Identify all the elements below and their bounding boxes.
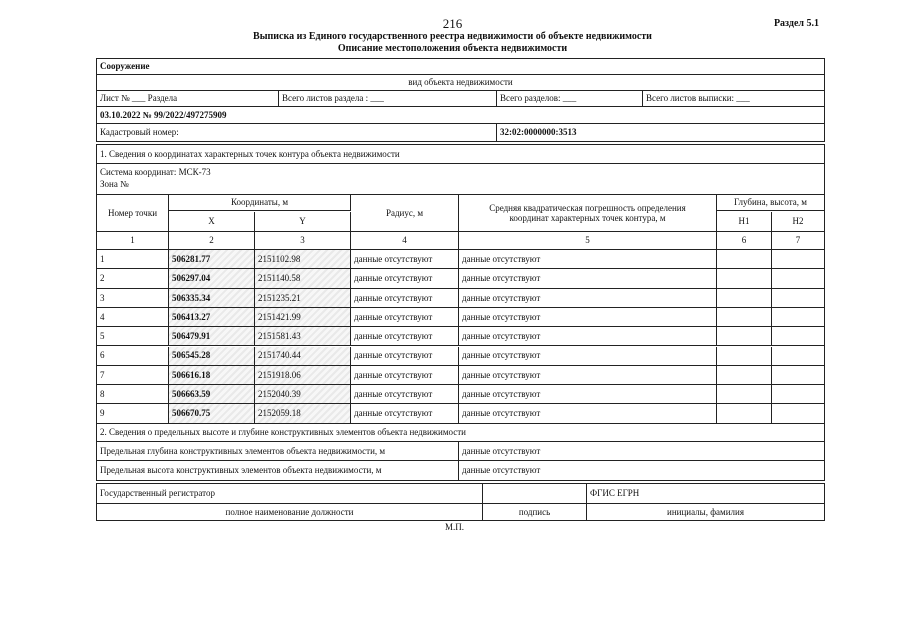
h2-value <box>772 289 824 307</box>
radius-value: данные отсутствуют <box>351 347 459 365</box>
limits-section-title: 2. Сведения о предельных высоте и глубине конструктивных элементов объекта недвижимости <box>100 427 466 438</box>
signature-block <box>96 483 825 521</box>
h1-value <box>717 327 772 345</box>
h2-value <box>772 385 824 403</box>
radius-value: данные отсутствуют <box>351 308 459 326</box>
object-info-block <box>96 58 825 142</box>
col-error-line2: координат характерных точек контура, м <box>509 213 666 223</box>
col-num-7: 7 <box>795 235 801 246</box>
h1-value <box>717 366 772 384</box>
zone-number: Зона № <box>100 179 129 189</box>
document-title: Выписка из Единого государственного реестра недвижимости об объекте недвижимости <box>253 31 652 42</box>
h1-value <box>717 404 772 422</box>
registrar-label: Государственный регистратор <box>97 484 483 503</box>
point-number: 7 <box>97 366 169 384</box>
col-h1: Н1 <box>717 212 772 231</box>
point-number: 5 <box>97 327 169 345</box>
object-type-caption: вид объекта недвижимости <box>408 77 513 88</box>
signature-space <box>483 484 587 503</box>
h2-value <box>772 404 824 422</box>
coord-x: 506413.27 <box>169 308 255 326</box>
extract-date-number: 03.10.2022 № 99/2022/497275909 <box>100 109 227 120</box>
point-number: 2 <box>97 269 169 287</box>
radius-value: данные отсутствуют <box>351 327 459 345</box>
sheets-in-section: Всего листов раздела : ___ <box>279 91 497 106</box>
object-type: Сооружение <box>100 61 150 72</box>
position-caption: полное наименование должности <box>97 504 483 521</box>
h2-value <box>772 327 824 345</box>
col-x: X <box>169 212 255 231</box>
radius-value: данные отсутствуют <box>351 269 459 287</box>
error-value: данные отсутствуют <box>459 308 717 326</box>
cadastral-number: 32:02:0000000:3513 <box>500 127 577 138</box>
table-row <box>97 250 824 269</box>
radius-value: данные отсутствуют <box>351 385 459 403</box>
h1-value <box>717 250 772 268</box>
coordinates-table-header <box>97 194 824 232</box>
error-value: данные отсутствуют <box>459 250 717 268</box>
error-value: данные отсутствуют <box>459 385 717 403</box>
coordinate-system: Система координат: МСК-73 <box>100 167 211 177</box>
coordinates-block <box>96 144 825 481</box>
radius-value: данные отсутствуют <box>351 366 459 384</box>
coord-x: 506545.28 <box>169 347 255 365</box>
error-value: данные отсутствуют <box>459 269 717 287</box>
col-num-6: 6 <box>717 232 772 249</box>
coord-y: 2151581.43 <box>255 327 351 345</box>
radius-value: данные отсутствуют <box>351 404 459 422</box>
coord-y: 2151740.44 <box>255 347 351 365</box>
total-sections: Всего разделов: ___ <box>497 91 643 106</box>
coord-y: 2151421.99 <box>255 308 351 326</box>
coord-y: 2152040.39 <box>255 385 351 403</box>
col-num-3: 3 <box>255 232 351 249</box>
section-label: Раздел 5.1 <box>773 18 819 29</box>
h2-value <box>772 347 824 365</box>
h1-value <box>717 289 772 307</box>
col-coordinates: Координаты, м <box>169 195 351 211</box>
coord-y: 2152059.18 <box>255 404 351 422</box>
h2-value <box>772 250 824 268</box>
coord-x: 506663.59 <box>169 385 255 403</box>
table-row <box>97 385 824 404</box>
col-radius: Радиус, м <box>351 195 459 231</box>
max-depth-value: данные отсутствуют <box>462 445 541 456</box>
col-num-1: 1 <box>97 232 169 249</box>
table-row <box>97 269 824 288</box>
h1-value <box>717 308 772 326</box>
sheet-number: Лист № ___ Раздела <box>97 91 279 106</box>
coord-y: 2151918.06 <box>255 366 351 384</box>
error-value: данные отсутствуют <box>459 347 717 365</box>
point-number: 8 <box>97 385 169 403</box>
coordinates-section-title: 1. Сведения о координатах характерных точек контура объекта недвижимости <box>100 148 400 159</box>
point-number: 6 <box>97 347 169 365</box>
h1-value <box>717 385 772 403</box>
column-numbers-row <box>97 232 824 250</box>
h2-value <box>772 366 824 384</box>
stamp-place: М.П. <box>445 522 465 532</box>
coord-y: 2151102.98 <box>255 250 351 268</box>
radius-value: данные отсутствуют <box>351 250 459 268</box>
name-caption: инициалы, фамилия <box>667 507 744 518</box>
coord-y: 2151235.21 <box>255 289 351 307</box>
table-row <box>97 289 824 308</box>
cadastral-label: Кадастровый номер: <box>97 124 497 141</box>
document-subtitle: Описание местоположения объекта недвижимости <box>337 43 568 54</box>
point-number: 1 <box>97 250 169 268</box>
total-sheets: Всего листов выписки: ___ <box>646 93 750 104</box>
max-height-value: данные отсутствуют <box>462 465 541 476</box>
table-row <box>97 308 824 327</box>
table-row <box>97 327 824 346</box>
registrar-org: ФГИС ЕГРН <box>590 488 640 499</box>
coord-x: 506297.04 <box>169 269 255 287</box>
coord-x: 506281.77 <box>169 250 255 268</box>
h2-value <box>772 269 824 287</box>
col-h2: Н2 <box>792 216 804 227</box>
col-error-line1: Средняя квадратическая погрешность определения <box>489 202 686 213</box>
radius-value: данные отсутствуют <box>351 289 459 307</box>
col-point-number: Номер точки <box>97 195 169 231</box>
table-row <box>97 347 824 366</box>
error-value: данные отсутствуют <box>459 366 717 384</box>
table-row <box>97 366 824 385</box>
col-y: Y <box>255 212 351 231</box>
col-depth-height: Глубина, высота, м <box>717 195 824 211</box>
coord-y: 2151140.58 <box>255 269 351 287</box>
coord-x: 506335.34 <box>169 289 255 307</box>
col-num-2: 2 <box>169 232 255 249</box>
col-num-4: 4 <box>351 232 459 249</box>
h1-value <box>717 347 772 365</box>
point-number: 9 <box>97 404 169 422</box>
max-depth-label: Предельная глубина конструктивных элементов объекта недвижимости, м <box>97 442 459 460</box>
coord-x: 506670.75 <box>169 404 255 422</box>
coord-x: 506479.91 <box>169 327 255 345</box>
col-error <box>459 195 717 231</box>
h1-value <box>717 269 772 287</box>
table-row <box>97 404 824 423</box>
page-number: 216 <box>442 16 463 31</box>
coord-x: 506616.18 <box>169 366 255 384</box>
h2-value <box>772 308 824 326</box>
error-value: данные отсутствуют <box>459 404 717 422</box>
error-value: данные отсутствуют <box>459 289 717 307</box>
max-height-label: Предельная высота конструктивных элементов объекта недвижимости, м <box>97 461 459 480</box>
signature-caption: подпись <box>483 504 587 521</box>
point-number: 4 <box>97 308 169 326</box>
col-num-5: 5 <box>459 232 717 249</box>
error-value: данные отсутствуют <box>459 327 717 345</box>
point-number: 3 <box>97 289 169 307</box>
